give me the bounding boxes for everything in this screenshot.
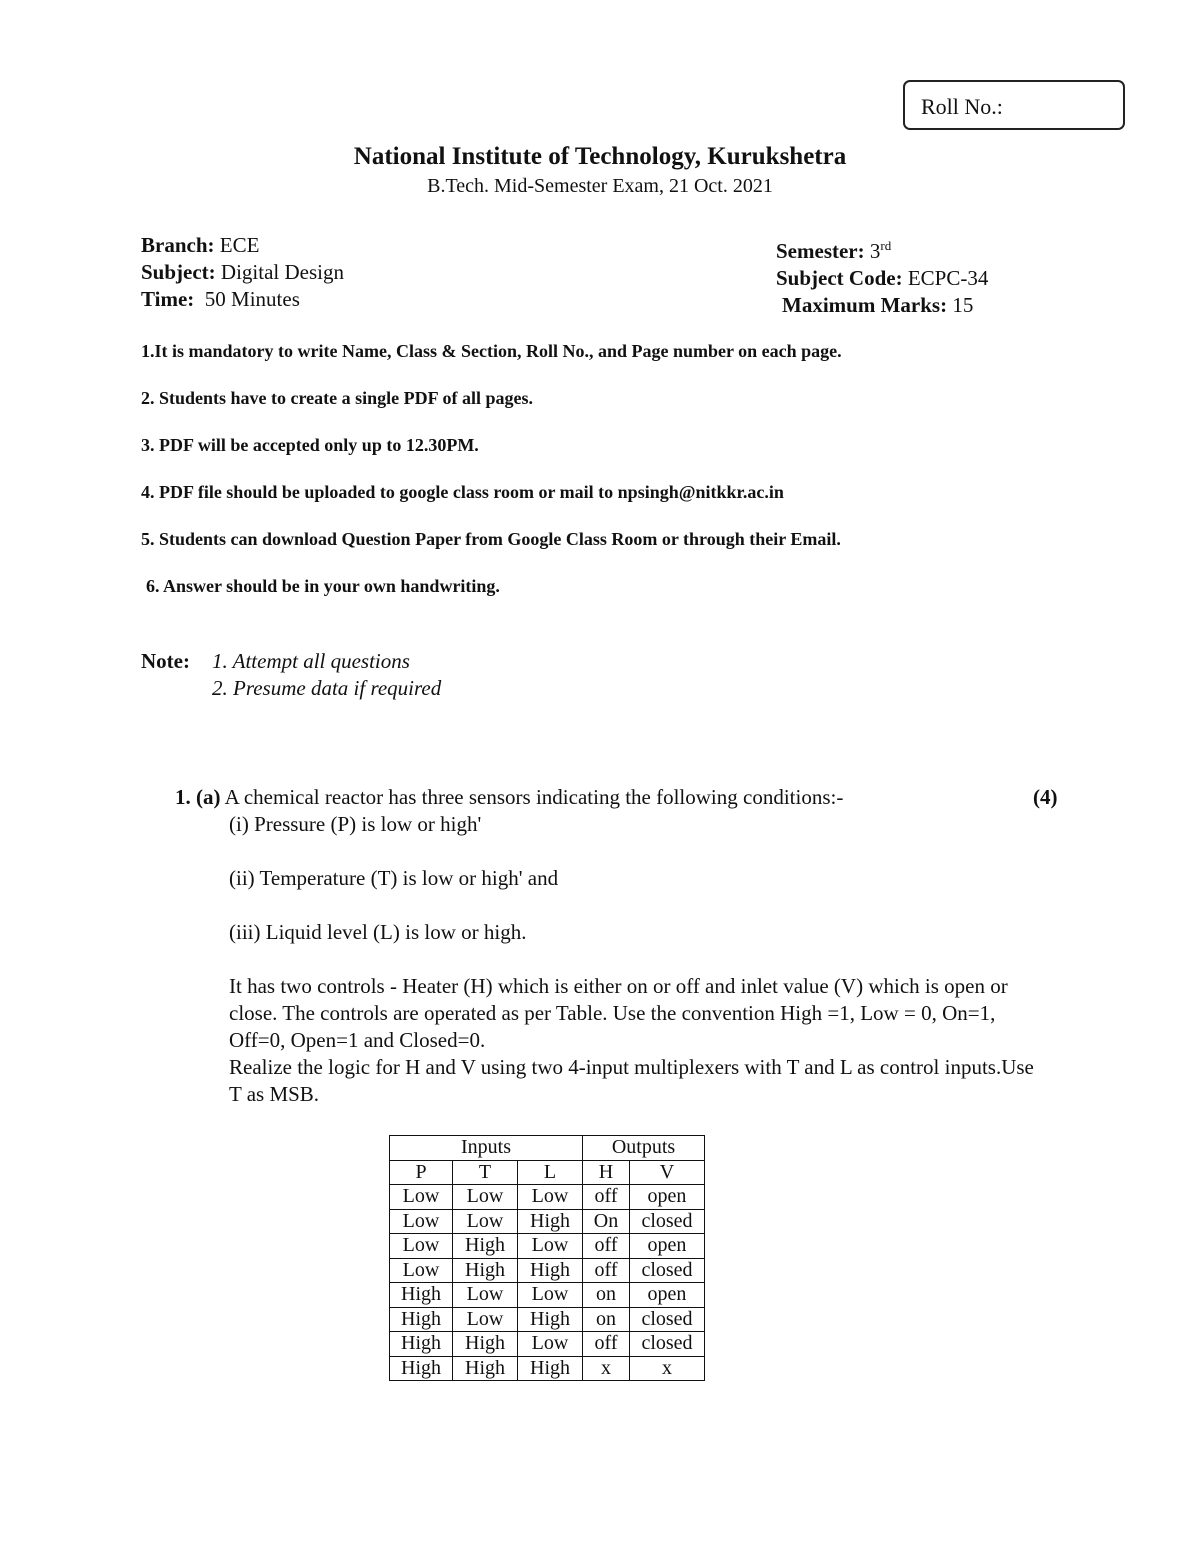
table-cell: High	[453, 1234, 518, 1259]
table-row	[390, 1234, 705, 1259]
table-cell: Low	[390, 1258, 453, 1283]
table-cell: x	[630, 1356, 705, 1381]
exam-title: B.Tech. Mid-Semester Exam, 21 Oct. 2021	[427, 175, 773, 197]
inputs-group-header: Inputs	[390, 1136, 583, 1161]
table-cell: closed	[630, 1332, 705, 1357]
instruction-1: 1.It is mandatory to write Name, Class & Section, Roll No., and Page number on each page.	[141, 341, 842, 361]
table-row	[390, 1356, 705, 1381]
subject-code-line: Subject Code: ECPC-34	[776, 266, 989, 290]
table-cell: High	[390, 1332, 453, 1357]
roll-number-label: Roll No.:	[921, 94, 1003, 119]
roll-number-box	[903, 80, 1125, 130]
table-cell: Low	[390, 1185, 453, 1210]
table-cell: on	[583, 1307, 630, 1332]
column-header-l: L	[518, 1160, 583, 1185]
condition-1: (i) Pressure (P) is low or high'	[229, 812, 482, 836]
condition-3: (iii) Liquid level (L) is low or high.	[229, 920, 527, 944]
table-row	[390, 1283, 705, 1308]
table-cell: High	[453, 1332, 518, 1357]
table-row	[390, 1185, 705, 1210]
table-cell: High	[390, 1356, 453, 1381]
table-cell: closed	[630, 1258, 705, 1283]
column-header-p: P	[390, 1160, 453, 1185]
table-cell: open	[630, 1283, 705, 1308]
note-item-2: 2. Presume data if required	[212, 676, 442, 700]
column-header-v: V	[630, 1160, 705, 1185]
table-cell: Low	[453, 1307, 518, 1332]
details-left	[141, 232, 344, 313]
condition-2: (ii) Temperature (T) is low or high' and	[229, 866, 559, 890]
table-cell: open	[630, 1234, 705, 1259]
table-cell: High	[390, 1307, 453, 1332]
table-column-header	[390, 1160, 705, 1185]
table-cell: Low	[518, 1332, 583, 1357]
table-cell: closed	[630, 1307, 705, 1332]
question-marks: (4)	[1033, 785, 1058, 809]
instruction-6: 6. Answer should be in your own handwriting.	[146, 576, 500, 596]
table-cell: off	[583, 1185, 630, 1210]
table-cell: High	[518, 1356, 583, 1381]
table-cell: x	[583, 1356, 630, 1381]
table-cell: Low	[518, 1185, 583, 1210]
table-cell: High	[518, 1258, 583, 1283]
table-row	[390, 1307, 705, 1332]
table-cell: Low	[390, 1234, 453, 1259]
table-row	[390, 1258, 705, 1283]
table-cell: High	[453, 1356, 518, 1381]
max-marks-line: Maximum Marks: 15	[782, 293, 974, 317]
table-row	[390, 1332, 705, 1357]
question-paragraph-1: It has two controls - Heater (H) which is either on or off and inlet value (V) which is open or close. The controls are operated as per Table. Use the convention High =1, Low = 0, On=1, Off=0, Open=1 and Closed=0.	[229, 974, 1008, 1052]
time-line: Time: 50 Minutes	[141, 287, 300, 311]
note-item-1: 1. Attempt all questions	[212, 649, 410, 673]
instruction-3: 3. PDF will be accepted only up to 12.30PM.	[141, 435, 479, 455]
table-cell: off	[583, 1234, 630, 1259]
table-cell: High	[518, 1307, 583, 1332]
truth-table	[389, 1135, 705, 1381]
details-right	[776, 232, 988, 319]
subject-line: Subject: Digital Design	[141, 260, 344, 284]
outputs-group-header: Outputs	[583, 1136, 705, 1161]
table-cell: off	[583, 1258, 630, 1283]
question-1-intro	[175, 785, 843, 810]
table-cell: closed	[630, 1209, 705, 1234]
semester-line: Semester: 3rd	[776, 238, 892, 263]
branch-line: Branch: ECE	[141, 233, 260, 257]
institute-title: National Institute of Technology, Kurukshetra	[353, 143, 847, 170]
note-label: Note:	[141, 649, 190, 673]
table-cell: Low	[453, 1283, 518, 1308]
table-cell: on	[583, 1283, 630, 1308]
table-cell: On	[583, 1209, 630, 1234]
column-header-h: H	[583, 1160, 630, 1185]
question-intro-text: A chemical reactor has three sensors indicating the following conditions:-	[224, 785, 844, 809]
instruction-2: 2. Students have to create a single PDF of all pages.	[141, 388, 533, 408]
table-cell: open	[630, 1185, 705, 1210]
table-cell: High	[390, 1283, 453, 1308]
note-block	[141, 648, 441, 702]
table-cell: Low	[453, 1185, 518, 1210]
table-cell: Low	[453, 1209, 518, 1234]
table-cell: Low	[518, 1234, 583, 1259]
instruction-4: 4. PDF file should be uploaded to google class room or mail to npsingh@nitkkr.ac.in	[141, 482, 784, 502]
table-cell: High	[518, 1209, 583, 1234]
question-paragraph-2: Realize the logic for H and V using two 4-input multiplexers with T and L as control inputs.Use T as MSB.	[229, 1055, 1034, 1106]
instruction-5: 5. Students can download Question Paper from Google Class Room or through their Email.	[141, 529, 841, 549]
table-cell: Low	[518, 1283, 583, 1308]
column-header-t: T	[453, 1160, 518, 1185]
table-group-header	[390, 1136, 705, 1161]
table-cell: High	[453, 1258, 518, 1283]
table-cell: off	[583, 1332, 630, 1357]
table-cell: Low	[390, 1209, 453, 1234]
table-row	[390, 1209, 705, 1234]
question-body	[229, 973, 1049, 1108]
question-number: 1. (a)	[175, 785, 221, 809]
